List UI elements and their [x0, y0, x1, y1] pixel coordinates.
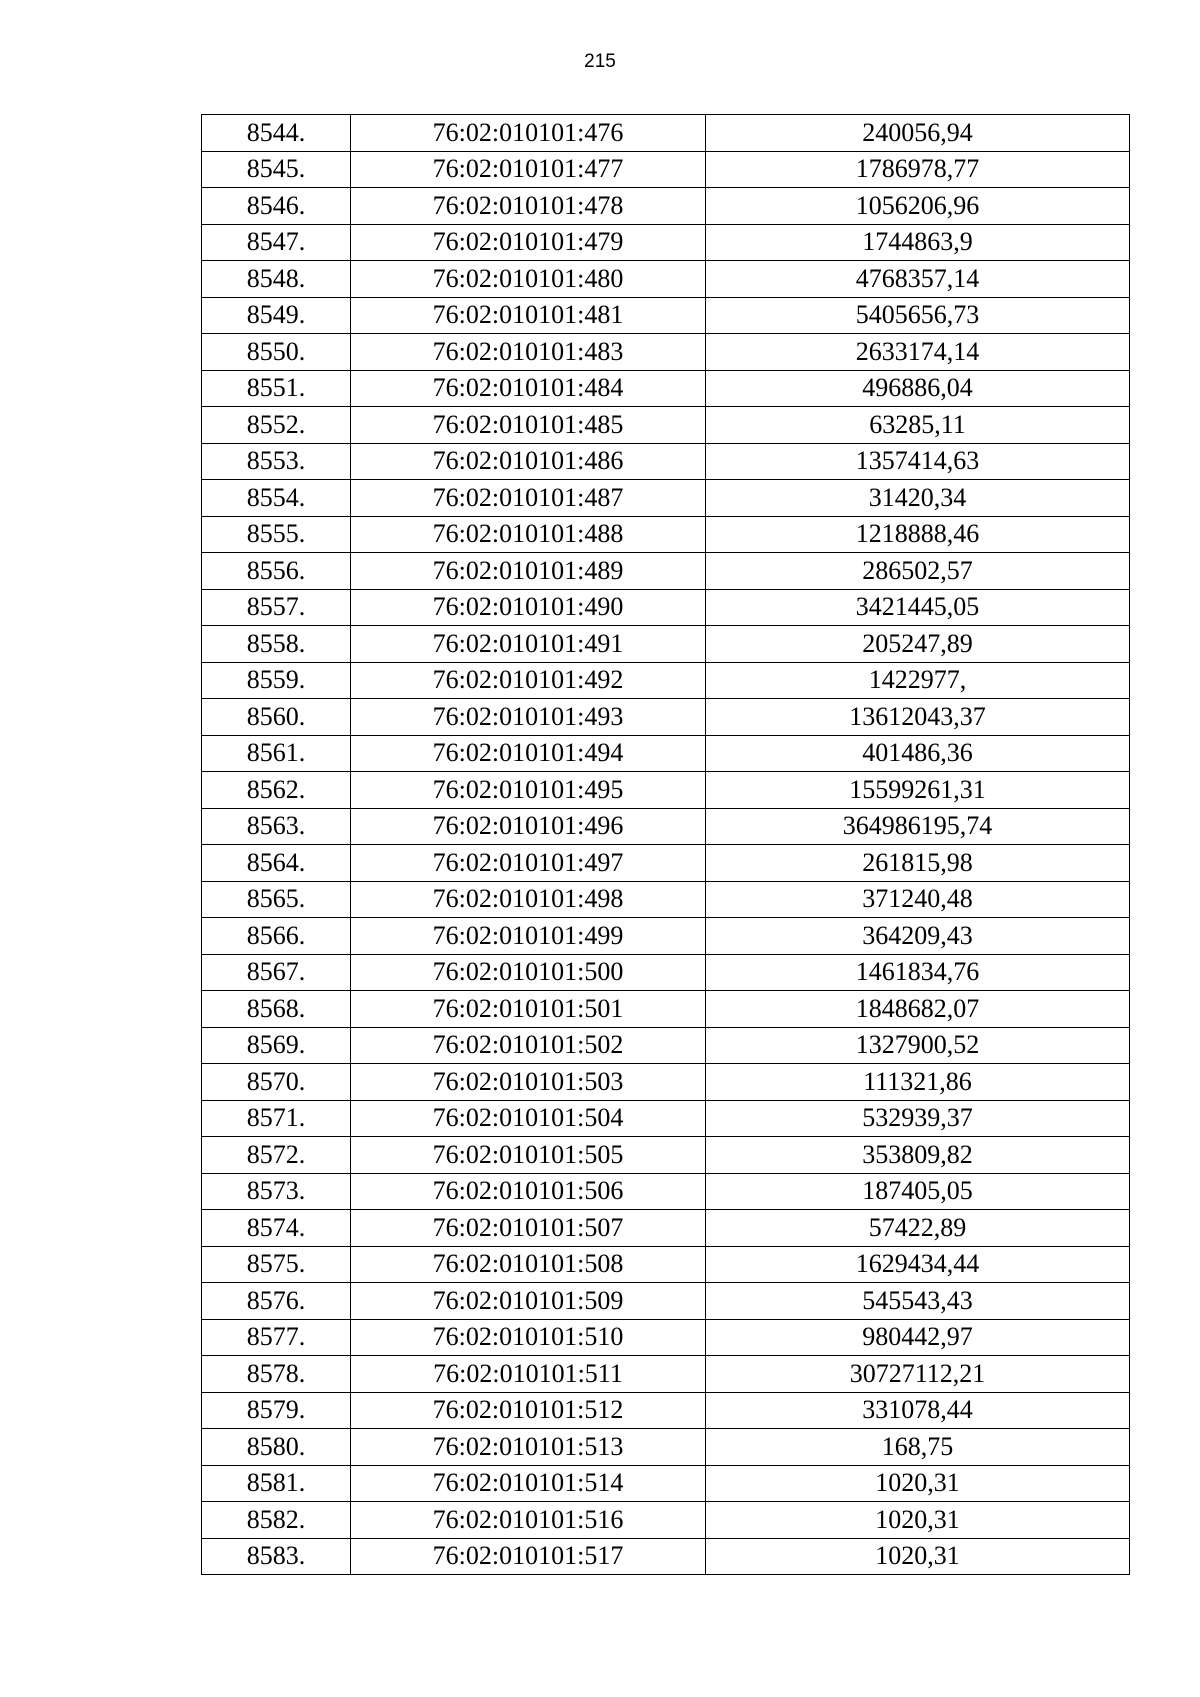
cadastral-number-cell: 76:02:010101:505: [351, 1137, 706, 1174]
table-row: [202, 1283, 1130, 1320]
row-number-cell: 8546.: [202, 188, 351, 225]
table-row: [202, 1356, 1130, 1393]
cadastral-value-cell: 1218888,46: [706, 516, 1130, 553]
cadastral-number-cell: 76:02:010101:480: [351, 261, 706, 298]
table-row: [202, 516, 1130, 553]
cadastral-number-cell: 76:02:010101:489: [351, 553, 706, 590]
cadastral-number-cell: 76:02:010101:479: [351, 224, 706, 261]
cadastral-value-cell: 1744863,9: [706, 224, 1130, 261]
table-row: [202, 407, 1130, 444]
row-number-cell: 8557.: [202, 589, 351, 626]
cadastral-number-cell: 76:02:010101:478: [351, 188, 706, 225]
row-number-cell: 8561.: [202, 735, 351, 772]
cadastral-value-cell: 1056206,96: [706, 188, 1130, 225]
table-row: [202, 626, 1130, 663]
row-number-cell: 8570.: [202, 1064, 351, 1101]
cadastral-value-cell: 353809,82: [706, 1137, 1130, 1174]
cadastral-value-cell: 1357414,63: [706, 443, 1130, 480]
row-number-cell: 8553.: [202, 443, 351, 480]
table-row: [202, 881, 1130, 918]
row-number-cell: 8572.: [202, 1137, 351, 1174]
cadastral-number-cell: 76:02:010101:504: [351, 1100, 706, 1137]
row-number-cell: 8548.: [202, 261, 351, 298]
row-number-cell: 8580.: [202, 1429, 351, 1466]
cadastral-number-cell: 76:02:010101:495: [351, 772, 706, 809]
cadastral-value-cell: 5405656,73: [706, 297, 1130, 334]
cadastral-value-cell: 168,75: [706, 1429, 1130, 1466]
cadastral-value-cell: 63285,11: [706, 407, 1130, 444]
row-number-cell: 8563.: [202, 808, 351, 845]
cadastral-value-cell: 261815,98: [706, 845, 1130, 882]
cadastral-value-cell: 57422,89: [706, 1210, 1130, 1247]
table-row: [202, 808, 1130, 845]
cadastral-value-cell: 364209,43: [706, 918, 1130, 955]
cadastral-value-cell: 1629434,44: [706, 1246, 1130, 1283]
table-row: [202, 589, 1130, 626]
cadastral-number-cell: 76:02:010101:492: [351, 662, 706, 699]
cadastral-number-cell: 76:02:010101:516: [351, 1502, 706, 1539]
row-number-cell: 8549.: [202, 297, 351, 334]
table-row: [202, 991, 1130, 1028]
cadastral-number-cell: 76:02:010101:487: [351, 480, 706, 517]
table-body: [202, 115, 1130, 1575]
cadastral-number-cell: 76:02:010101:488: [351, 516, 706, 553]
table-row: [202, 1465, 1130, 1502]
cadastral-number-cell: 76:02:010101:511: [351, 1356, 706, 1393]
cadastral-value-cell: 1848682,07: [706, 991, 1130, 1028]
table-row: [202, 1246, 1130, 1283]
table-row: [202, 1319, 1130, 1356]
row-number-cell: 8550.: [202, 334, 351, 371]
table-row: [202, 1027, 1130, 1064]
table-row: [202, 1429, 1130, 1466]
cadastral-number-cell: 76:02:010101:500: [351, 954, 706, 991]
cadastral-value-cell: 364986195,74: [706, 808, 1130, 845]
row-number-cell: 8571.: [202, 1100, 351, 1137]
page-number: 215: [584, 51, 616, 72]
row-number-cell: 8567.: [202, 954, 351, 991]
cadastral-number-cell: 76:02:010101:481: [351, 297, 706, 334]
cadastral-number-cell: 76:02:010101:486: [351, 443, 706, 480]
cadastral-value-cell: 187405,05: [706, 1173, 1130, 1210]
cadastral-value-cell: 240056,94: [706, 115, 1130, 152]
row-number-cell: 8583.: [202, 1538, 351, 1575]
table-row: [202, 443, 1130, 480]
row-number-cell: 8566.: [202, 918, 351, 955]
row-number-cell: 8565.: [202, 881, 351, 918]
cadastral-number-cell: 76:02:010101:498: [351, 881, 706, 918]
table-row: [202, 845, 1130, 882]
cadastral-value-cell: 1327900,52: [706, 1027, 1130, 1064]
row-number-cell: 8579.: [202, 1392, 351, 1429]
cadastral-number-cell: 76:02:010101:499: [351, 918, 706, 955]
cadastral-value-cell: 371240,48: [706, 881, 1130, 918]
row-number-cell: 8559.: [202, 662, 351, 699]
table-row: [202, 553, 1130, 590]
row-number-cell: 8556.: [202, 553, 351, 590]
row-number-cell: 8560.: [202, 699, 351, 736]
cadastral-value-cell: 1020,31: [706, 1465, 1130, 1502]
cadastral-value-cell: 1020,31: [706, 1502, 1130, 1539]
row-number-cell: 8569.: [202, 1027, 351, 1064]
cadastral-number-cell: 76:02:010101:503: [351, 1064, 706, 1101]
cadastral-number-cell: 76:02:010101:483: [351, 334, 706, 371]
table-row: [202, 188, 1130, 225]
cadastral-number-cell: 76:02:010101:490: [351, 589, 706, 626]
table-row: [202, 918, 1130, 955]
cadastral-number-cell: 76:02:010101:509: [351, 1283, 706, 1320]
table-row: [202, 699, 1130, 736]
cadastral-value-cell: 13612043,37: [706, 699, 1130, 736]
row-number-cell: 8574.: [202, 1210, 351, 1247]
table-row: [202, 480, 1130, 517]
row-number-cell: 8575.: [202, 1246, 351, 1283]
cadastral-value-cell: 31420,34: [706, 480, 1130, 517]
cadastral-value-cell: 532939,37: [706, 1100, 1130, 1137]
cadastral-value-cell: 1020,31: [706, 1538, 1130, 1575]
cadastral-value-cell: 545543,43: [706, 1283, 1130, 1320]
cadastral-number-cell: 76:02:010101:510: [351, 1319, 706, 1356]
table-row: [202, 1064, 1130, 1101]
table-row: [202, 1538, 1130, 1575]
row-number-cell: 8578.: [202, 1356, 351, 1393]
row-number-cell: 8568.: [202, 991, 351, 1028]
cadastral-value-cell: 1786978,77: [706, 151, 1130, 188]
table-row: [202, 1137, 1130, 1174]
cadastral-number-cell: 76:02:010101:513: [351, 1429, 706, 1466]
cadastral-number-cell: 76:02:010101:494: [351, 735, 706, 772]
table-row: [202, 1392, 1130, 1429]
cadastral-value-cell: 30727112,21: [706, 1356, 1130, 1393]
cadastral-number-cell: 76:02:010101:508: [351, 1246, 706, 1283]
row-number-cell: 8562.: [202, 772, 351, 809]
row-number-cell: 8573.: [202, 1173, 351, 1210]
cadastral-number-cell: 76:02:010101:484: [351, 370, 706, 407]
cadastral-value-cell: 286502,57: [706, 553, 1130, 590]
cadastral-value-cell: 111321,86: [706, 1064, 1130, 1101]
table-row: [202, 370, 1130, 407]
table-row: [202, 1100, 1130, 1137]
row-number-cell: 8554.: [202, 480, 351, 517]
table-row: [202, 297, 1130, 334]
cadastral-number-cell: 76:02:010101:514: [351, 1465, 706, 1502]
cadastral-number-cell: 76:02:010101:493: [351, 699, 706, 736]
table-row: [202, 151, 1130, 188]
table-row: [202, 954, 1130, 991]
row-number-cell: 8577.: [202, 1319, 351, 1356]
row-number-cell: 8544.: [202, 115, 351, 152]
row-number-cell: 8545.: [202, 151, 351, 188]
row-number-cell: 8552.: [202, 407, 351, 444]
cadastral-value-cell: 4768357,14: [706, 261, 1130, 298]
cadastral-value-table: [201, 114, 1130, 1575]
cadastral-number-cell: 76:02:010101:506: [351, 1173, 706, 1210]
cadastral-value-cell: 3421445,05: [706, 589, 1130, 626]
cadastral-value-cell: 2633174,14: [706, 334, 1130, 371]
row-number-cell: 8581.: [202, 1465, 351, 1502]
table-row: [202, 224, 1130, 261]
cadastral-number-cell: 76:02:010101:501: [351, 991, 706, 1028]
table-row: [202, 334, 1130, 371]
table-row: [202, 662, 1130, 699]
cadastral-number-cell: 76:02:010101:512: [351, 1392, 706, 1429]
cadastral-number-cell: 76:02:010101:502: [351, 1027, 706, 1064]
row-number-cell: 8582.: [202, 1502, 351, 1539]
row-number-cell: 8547.: [202, 224, 351, 261]
cadastral-number-cell: 76:02:010101:476: [351, 115, 706, 152]
cadastral-value-cell: 15599261,31: [706, 772, 1130, 809]
cadastral-value-cell: 1422977,: [706, 662, 1130, 699]
cadastral-number-cell: 76:02:010101:497: [351, 845, 706, 882]
table-row: [202, 1210, 1130, 1247]
cadastral-value-cell: 331078,44: [706, 1392, 1130, 1429]
row-number-cell: 8555.: [202, 516, 351, 553]
cadastral-number-cell: 76:02:010101:477: [351, 151, 706, 188]
cadastral-value-cell: 1461834,76: [706, 954, 1130, 991]
cadastral-value-cell: 496886,04: [706, 370, 1130, 407]
cadastral-number-cell: 76:02:010101:507: [351, 1210, 706, 1247]
table-row: [202, 1173, 1130, 1210]
cadastral-value-cell: 980442,97: [706, 1319, 1130, 1356]
row-number-cell: 8564.: [202, 845, 351, 882]
table-row: [202, 115, 1130, 152]
row-number-cell: 8558.: [202, 626, 351, 663]
table-row: [202, 261, 1130, 298]
cadastral-value-cell: 205247,89: [706, 626, 1130, 663]
row-number-cell: 8576.: [202, 1283, 351, 1320]
table-row: [202, 735, 1130, 772]
table-row: [202, 772, 1130, 809]
cadastral-number-cell: 76:02:010101:491: [351, 626, 706, 663]
cadastral-number-cell: 76:02:010101:517: [351, 1538, 706, 1575]
row-number-cell: 8551.: [202, 370, 351, 407]
cadastral-value-cell: 401486,36: [706, 735, 1130, 772]
cadastral-number-cell: 76:02:010101:485: [351, 407, 706, 444]
cadastral-number-cell: 76:02:010101:496: [351, 808, 706, 845]
table-row: [202, 1502, 1130, 1539]
